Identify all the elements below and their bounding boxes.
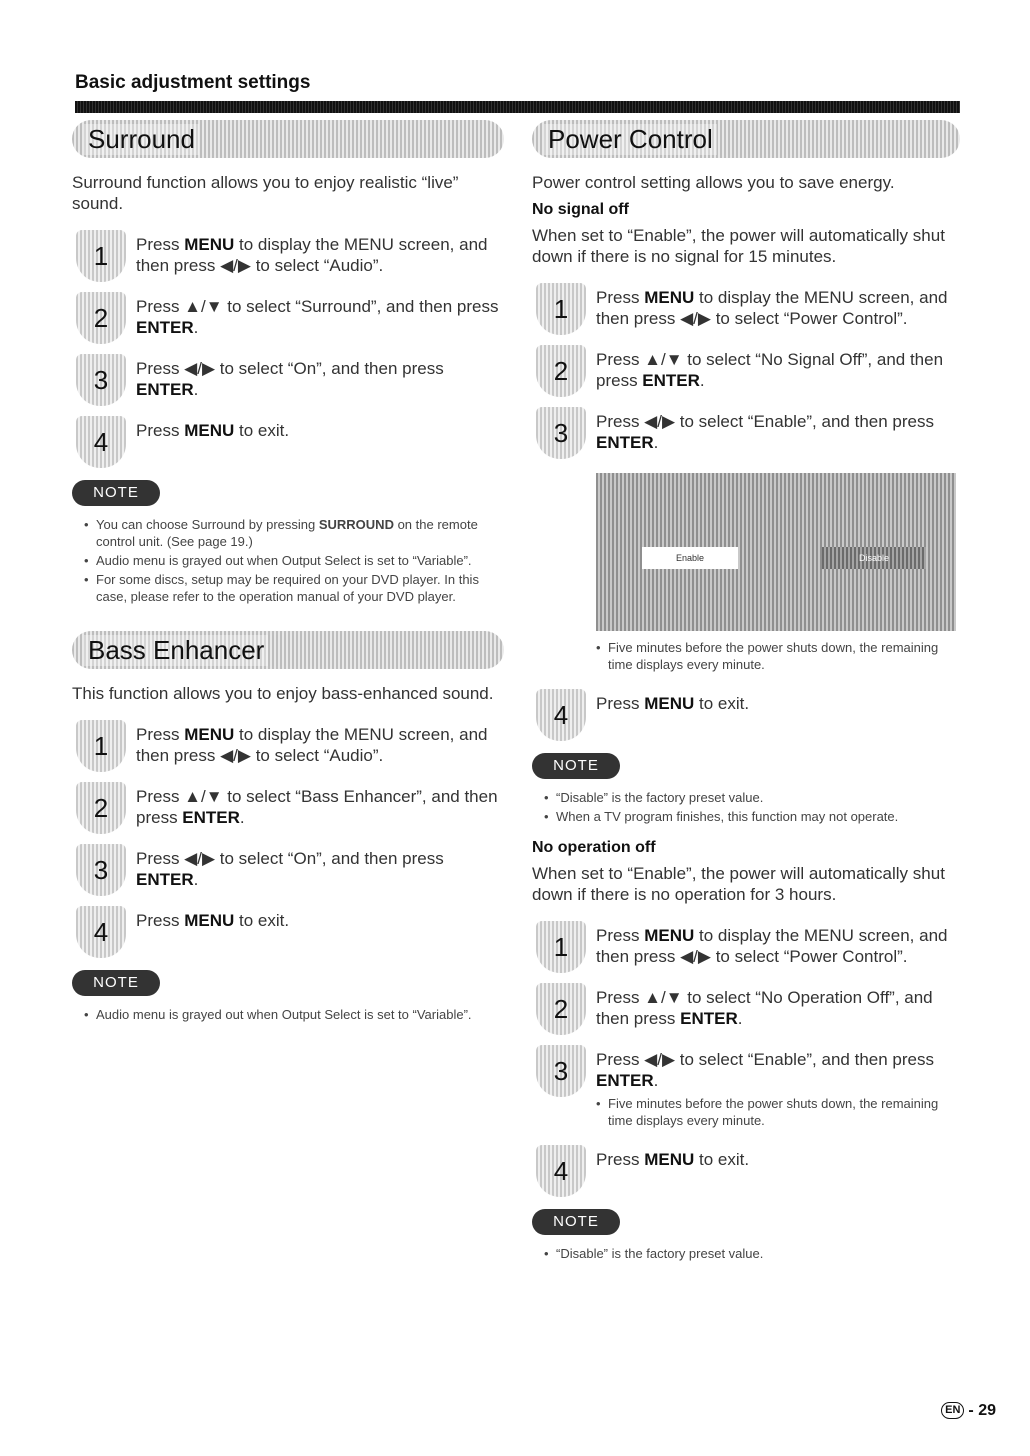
step-key-label: ENTER — [182, 808, 240, 827]
no-signal-steps-b — [532, 693, 960, 733]
step-number-badge: 4 — [536, 689, 586, 741]
step-number-badge: 1 — [536, 283, 586, 335]
note-text: You can choose Surround by pressing — [96, 517, 319, 532]
step-number-badge: 2 — [76, 292, 126, 344]
step-text: Press ▲/▼ to select “No Operation Off”, and then press — [596, 988, 933, 1028]
enable-option: Enable — [642, 547, 738, 569]
step-text: to exit. — [234, 911, 290, 930]
step-item — [72, 786, 504, 828]
note-key-label: SURROUND — [318, 517, 394, 532]
power-intro: Power control setting allows you to save energy. — [532, 173, 895, 192]
step-key-label: MENU — [184, 235, 235, 254]
step-text: . — [193, 380, 199, 399]
step-item — [72, 420, 504, 460]
step-number-badge: 4 — [76, 906, 126, 958]
note-text: on the remote control unit. (See page 19.) — [96, 517, 478, 549]
no-signal-steps-a — [532, 287, 960, 453]
step-text: Press ▲/▼ to select “Bass Enhancer”, and then press — [136, 787, 498, 827]
step-key-label: MENU — [644, 926, 695, 945]
note-item — [84, 552, 504, 569]
surround-banner — [72, 120, 504, 158]
step-item — [72, 724, 504, 766]
surround-title: Surround — [84, 124, 199, 155]
step-key-label: ENTER — [596, 1071, 654, 1090]
no-signal-subnote: • Five minutes before the power shuts down, the remaining time displays every minute. — [596, 639, 960, 673]
step-number-badge: 3 — [536, 407, 586, 459]
bass-intro: This function allows you to enjoy bass-enhanced sound. — [72, 684, 494, 703]
step-text: to display the MENU screen, and then press ◀/▶ to select “Power Control”. — [596, 926, 948, 966]
note-item — [544, 1245, 960, 1262]
step-text: Press — [596, 926, 645, 945]
no-operation-note-badge: NOTE — [532, 1209, 620, 1235]
note-text: “Disable” is the factory preset value. — [556, 790, 764, 805]
step-text: Press — [596, 1150, 645, 1169]
step-text: to display the MENU screen, and then press ◀/▶ to select “Audio”. — [136, 725, 488, 765]
surround-intro: Surround function allows you to enjoy realistic “live” sound. — [72, 173, 459, 213]
step-key-label: MENU — [184, 421, 235, 440]
bass-banner — [72, 631, 504, 669]
step-key-label: ENTER — [680, 1009, 738, 1028]
step-key-label: MENU — [644, 288, 695, 307]
step-number-badge: 4 — [76, 416, 126, 468]
step-number-badge: 1 — [76, 230, 126, 282]
no-operation-desc: When set to “Enable”, the power will automatically shut down if there is no operation for 3 hours. — [532, 864, 945, 904]
no-signal-heading: No signal off — [532, 201, 629, 218]
step-number-badge: 3 — [536, 1045, 586, 1097]
step-text: Press ◀/▶ to select “On”, and then press — [136, 849, 444, 868]
step-item — [72, 848, 504, 890]
step-item — [72, 358, 504, 400]
step-key-label: ENTER — [596, 433, 654, 452]
step-text: to display the MENU screen, and then press ◀/▶ to select “Audio”. — [136, 235, 488, 275]
step-item — [532, 987, 960, 1029]
step-number-badge: 1 — [536, 921, 586, 973]
note-item — [544, 789, 960, 806]
step-text: Press ▲/▼ to select “No Signal Off”, and then press — [596, 350, 944, 390]
no-operation-steps-a — [532, 925, 960, 1091]
step-item — [72, 234, 504, 276]
page-number-text: - 29 — [968, 1402, 996, 1419]
no-operation-heading: No operation off — [532, 839, 656, 856]
note-text: For some discs, setup may be required on your DVD player. In this case, please refer to the operation manual of your DVD player. — [96, 572, 479, 604]
step-text: to display the MENU screen, and then press ◀/▶ to select “Power Control”. — [596, 288, 948, 328]
step-text: Press ▲/▼ to select “Surround”, and then press — [136, 297, 499, 316]
bass-title: Bass Enhancer — [84, 635, 268, 666]
step-item — [532, 1149, 960, 1189]
note-text: “Disable” is the factory preset value. — [556, 1246, 764, 1261]
note-item — [84, 1006, 504, 1023]
step-text: . — [737, 1009, 743, 1028]
power-control-screen — [596, 473, 956, 631]
note-item — [84, 571, 504, 605]
left-column — [72, 120, 504, 1049]
no-signal-note-badge: NOTE — [532, 753, 620, 779]
page-title: Basic adjustment settings — [75, 72, 311, 93]
step-item — [532, 287, 960, 329]
step-text: . — [239, 808, 245, 827]
power-title: Power Control — [544, 124, 717, 155]
note-item — [544, 808, 960, 825]
step-key-label: MENU — [184, 911, 235, 930]
step-number-badge: 2 — [536, 345, 586, 397]
no-operation-notes — [532, 1245, 960, 1262]
step-key-label: MENU — [644, 1150, 695, 1169]
step-key-label: MENU — [184, 725, 235, 744]
no-signal-desc: When set to “Enable”, the power will automatically shut down if there is no signal for 15 minutes. — [532, 226, 945, 266]
step-text: Press — [136, 235, 185, 254]
step-item — [532, 349, 960, 391]
no-operation-subnote: • Five minutes before the power shuts down, the remaining time displays every minute. — [596, 1095, 960, 1129]
step-item — [532, 925, 960, 967]
step-item — [532, 1049, 960, 1091]
surround-notes — [72, 516, 504, 605]
language-badge: EN — [941, 1402, 964, 1419]
step-text: Press — [136, 911, 185, 930]
step-text: to exit. — [694, 694, 750, 713]
bass-notes — [72, 1006, 504, 1023]
bass-note-badge: NOTE — [72, 970, 160, 996]
step-number-badge: 2 — [536, 983, 586, 1035]
step-text: Press — [136, 725, 185, 744]
step-number-badge: 2 — [76, 782, 126, 834]
step-key-label: ENTER — [136, 318, 194, 337]
step-text: Press ◀/▶ to select “On”, and then press — [136, 359, 444, 378]
step-text: . — [653, 433, 659, 452]
step-number-badge: 3 — [76, 354, 126, 406]
no-signal-notes — [532, 789, 960, 825]
step-item — [72, 910, 504, 950]
step-key-label: MENU — [644, 694, 695, 713]
step-number-badge: 3 — [76, 844, 126, 896]
step-key-label: ENTER — [136, 870, 194, 889]
no-operation-steps-b — [532, 1149, 960, 1189]
step-text: . — [699, 371, 705, 390]
title-rule — [75, 101, 960, 113]
note-text: Audio menu is grayed out when Output Select is set to “Variable”. — [96, 1007, 472, 1022]
step-item — [532, 693, 960, 733]
step-number-badge: 1 — [76, 720, 126, 772]
bass-steps — [72, 724, 504, 950]
step-text: . — [653, 1071, 659, 1090]
step-text: . — [193, 318, 199, 337]
power-banner — [532, 120, 960, 158]
step-text: Press ◀/▶ to select “Enable”, and then press — [596, 1050, 934, 1069]
step-key-label: ENTER — [136, 380, 194, 399]
step-text: to exit. — [234, 421, 290, 440]
step-text: Press — [136, 421, 185, 440]
note-item — [84, 516, 504, 550]
step-text: Press ◀/▶ to select “Enable”, and then press — [596, 412, 934, 431]
step-text: . — [193, 870, 199, 889]
step-text: Press — [596, 288, 645, 307]
note-text: Audio menu is grayed out when Output Select is set to “Variable”. — [96, 553, 472, 568]
surround-note-badge: NOTE — [72, 480, 160, 506]
step-item — [72, 296, 504, 338]
disable-option: Disable — [822, 547, 926, 569]
right-column — [532, 120, 960, 1288]
note-text: When a TV program finishes, this function may not operate. — [556, 809, 899, 824]
surround-steps — [72, 234, 504, 460]
step-key-label: ENTER — [642, 371, 700, 390]
step-number-badge: 4 — [536, 1145, 586, 1197]
step-text: to exit. — [694, 1150, 750, 1169]
page-number — [941, 1402, 996, 1420]
step-text: Press — [596, 694, 645, 713]
step-item — [532, 411, 960, 453]
